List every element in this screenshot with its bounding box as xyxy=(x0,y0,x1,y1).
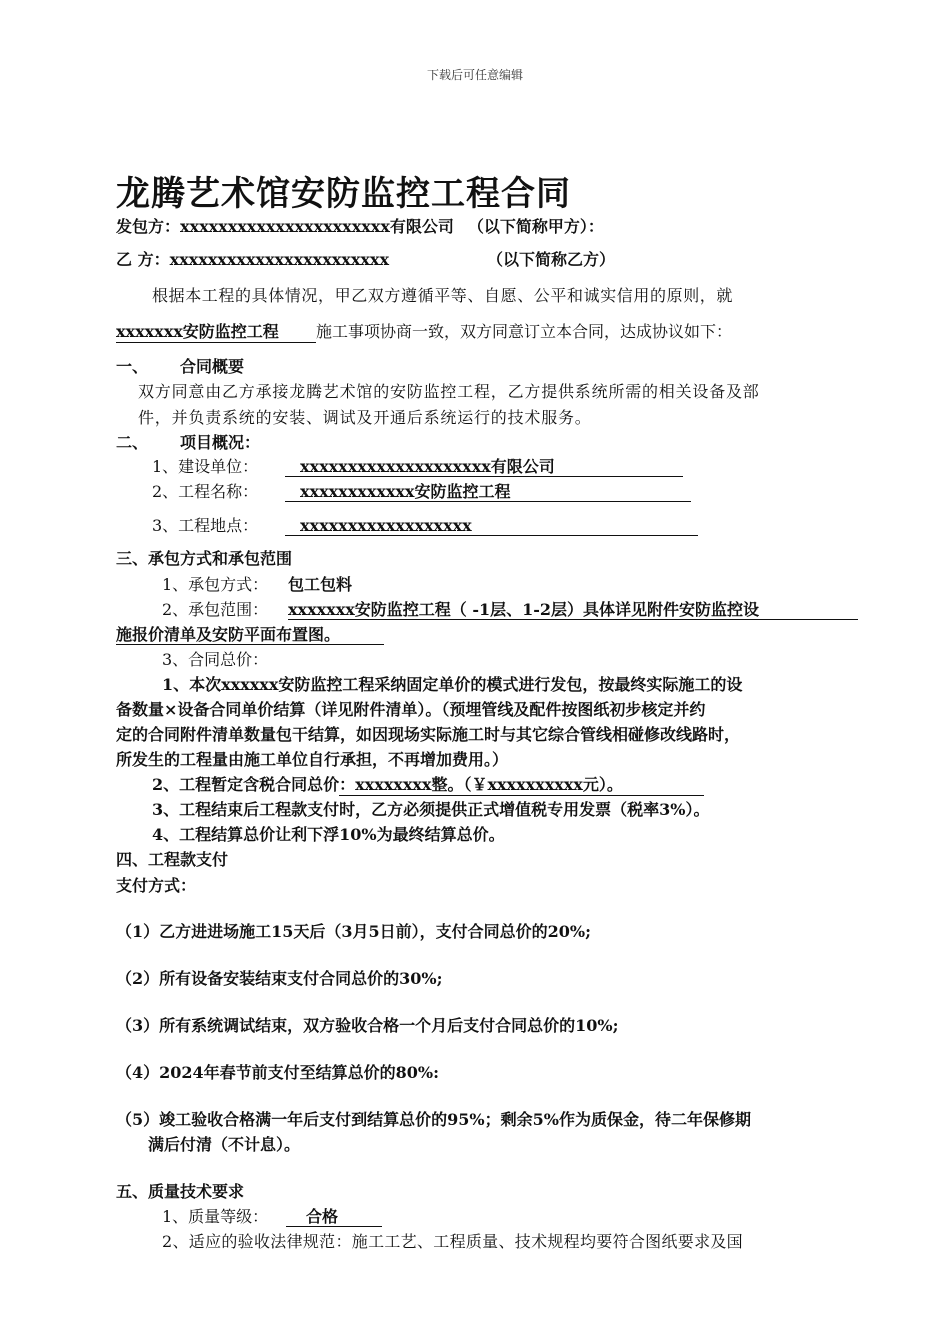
price-para-4: 4、工程结算总价让利下浮10%为最终结算总价。 xyxy=(152,825,505,844)
payment-item: （1）乙方进进场施工15天后（3月5日前），支付合同总价的20%; xyxy=(116,922,592,941)
project-site-value: xxxxxxxxxxxxxxxxxx xyxy=(300,516,472,535)
payment-item-5-line-2: 满后付清（不计息）。 xyxy=(148,1135,301,1154)
build-unit-value: xxxxxxxxxxxxxxxxxxxx有限公司 xyxy=(300,457,555,476)
price-para-3: 3、工程结束后工程款支付时，乙方必须提供正式增值税专用发票（税率3%）。 xyxy=(152,800,710,819)
party-b xyxy=(116,250,389,270)
project-name-label: 2、工程名称： xyxy=(152,482,259,501)
party-b-name: xxxxxxxxxxxxxxxxxxxxxxx xyxy=(169,250,389,269)
quality-grade-label: 1、质量等级： xyxy=(162,1207,269,1226)
intro-line-1: 根据本工程的具体情况，甲乙双方遵循平等、自愿、公平和诚实信用的原则，就 xyxy=(152,286,734,305)
section-2-num: 二、 xyxy=(116,433,149,452)
intro-project: xxxxxxx安防监控工程 xyxy=(116,322,316,343)
contract-total-label: 3、合同总价： xyxy=(162,650,269,669)
party-b-label: 乙 方： xyxy=(116,250,170,269)
section-5-heading: 五、质量技术要求 xyxy=(116,1182,245,1201)
acceptance-spec: 2、适应的验收法律规范：施工工艺、工程质量、技术规程均要符合图纸要求及国 xyxy=(162,1232,743,1251)
quality-grade-value: 合格 xyxy=(306,1207,339,1226)
section-1-num: 一、 xyxy=(116,357,149,376)
section-1-line-1: 双方同意由乙方承接龙腾艺术馆的安防监控工程，乙方提供系统所需的相关设备及部 xyxy=(138,382,760,401)
party-a-note: （以下简称甲方）： xyxy=(467,217,604,236)
payment-item: （2）所有设备安装结束支付合同总价的30%; xyxy=(116,969,443,988)
party-a xyxy=(116,217,604,237)
contract-scope-value-1: xxxxxxx安防监控工程（ -1层、1-2层）具体详见附件安防监控设 xyxy=(288,600,760,619)
contract-mode-value: 包工包料 xyxy=(288,575,353,594)
header-note: 下载后可任意编辑 xyxy=(426,68,523,82)
party-a-label: 发包方： xyxy=(116,217,181,236)
payment-item: （3）所有系统调试结束，双方验收合格一个月后支付合同总价的10%; xyxy=(116,1016,619,1035)
build-unit-label: 1、建设单位： xyxy=(152,457,259,476)
section-4-heading: 四、工程款支付 xyxy=(116,850,229,869)
price-para-2-value: ：xxxxxxxx整。（￥xxxxxxxxxx元）。 xyxy=(339,775,704,796)
contract-scope-value-2: 施报价清单及安防平面布置图。 xyxy=(116,625,341,644)
contract-scope-label: 2、承包范围： xyxy=(162,600,269,619)
section-1-line-2: 件，并负责系统的安装、调试及开通后系统运行的技术服务。 xyxy=(138,408,592,427)
intro-line-2 xyxy=(116,322,732,343)
payment-item: （4）2024年春节前支付至结算总价的80%: xyxy=(116,1063,440,1082)
intro-text: 施工事项协商一致，双方同意订立本合同，达成协议如下： xyxy=(316,322,733,341)
contract-mode-label: 1、承包方式： xyxy=(162,575,269,594)
party-a-name: xxxxxxxxxxxxxxxxxxxxxx有限公司 xyxy=(180,217,454,236)
section-3-heading: 三、承包方式和承包范围 xyxy=(116,549,293,568)
price-para-1-line-4: 所发生的工程量由施工单位自行承担，不再增加费用。） xyxy=(116,750,509,769)
price-para-1-line-1: 1、本次xxxxxx安防监控工程采纳固定单价的模式进行发包，按最终实际施工的设 xyxy=(162,675,743,694)
price-para-1-line-2: 备数量×设备合同单价结算（详见附件清单）。（预埋管线及配件按图纸初步核定并约 xyxy=(116,700,706,719)
price-para-2-label: 2、工程暂定含税合同总价 xyxy=(152,775,340,794)
price-para-2 xyxy=(152,775,704,796)
section-2-heading: 项目概况： xyxy=(180,433,261,452)
project-name-value: xxxxxxxxxxxx安防监控工程 xyxy=(300,482,511,501)
payment-method: 支付方式： xyxy=(116,876,197,895)
page-title: 龙腾艺术馆安防监控工程合同 xyxy=(116,174,571,214)
payment-item-5-line-1: （5）竣工验收合格满一年后支付到结算总价的95%；剩余5%作为质保金，待二年保修期 xyxy=(116,1110,751,1129)
price-para-1-line-3: 定的合同附件清单数量包干结算，如因现场实际施工时与其它综合管线相碰修改线路时， xyxy=(116,725,741,744)
project-site-label: 3、工程地点： xyxy=(152,516,259,535)
section-1-heading: 合同概要 xyxy=(180,357,245,376)
party-b-note: （以下简称乙方） xyxy=(487,250,616,269)
